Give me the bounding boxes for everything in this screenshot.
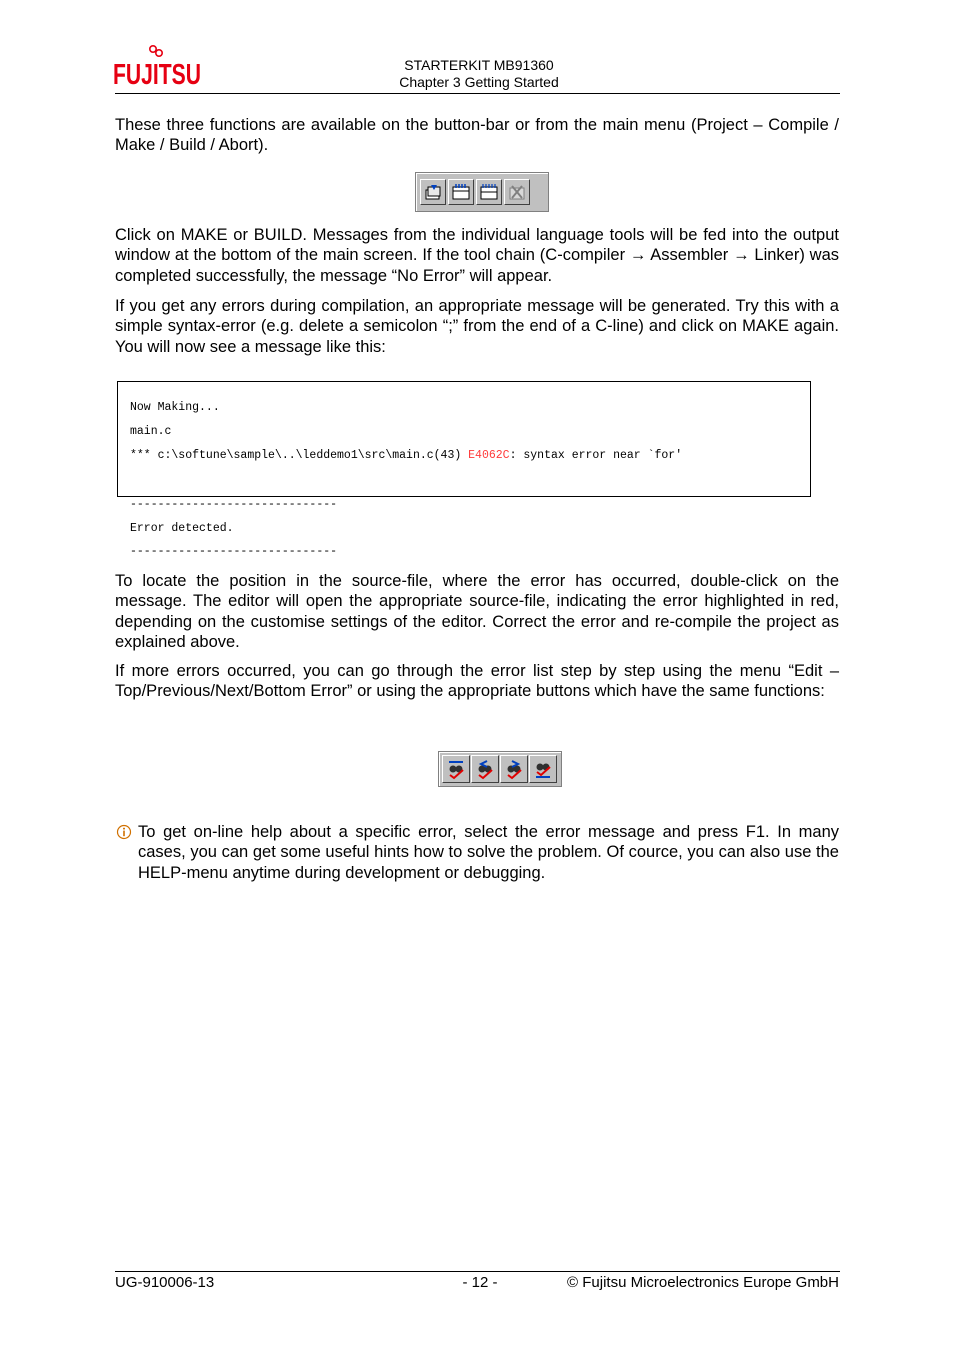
footer-copyright: © Fujitsu Microelectronics Europe GmbH xyxy=(567,1274,839,1291)
paragraph-errors: If you get any errors during compilation, an appropriate message will be generated. Try this with a simple syntax-error (e.g. delete a semicolon “;” from the end of a C-line) and click on MAKE again. You will now see a message like this: xyxy=(115,297,839,356)
make-icon xyxy=(451,182,471,202)
next-error-button[interactable] xyxy=(500,755,528,783)
footer-doc-id: UG-910006-13 xyxy=(115,1274,215,1291)
build-toolbar xyxy=(415,172,549,212)
output-dashes-top: ------------------------------ xyxy=(130,498,338,511)
top-error-icon xyxy=(446,759,466,779)
header-rule xyxy=(115,93,840,94)
compile-icon xyxy=(423,182,443,202)
build-button[interactable] xyxy=(476,179,502,205)
abort-icon xyxy=(507,182,527,202)
abort-button[interactable] xyxy=(504,179,530,205)
next-error-icon xyxy=(504,759,524,779)
bottom-error-icon xyxy=(533,759,553,779)
error-code: E4062C xyxy=(468,449,510,462)
header-title xyxy=(300,57,658,91)
paragraph-functions: These three functions are available on the button-bar or from the main menu (Project – Compile / Make / Build / Abort). xyxy=(115,116,839,155)
fujitsu-logo-mark xyxy=(113,44,203,90)
build-icon xyxy=(479,182,499,202)
output-dashes-bottom: ------------------------------ xyxy=(130,545,338,558)
paragraph-make-build: Click on MAKE or BUILD. Messages from the individual language tools will be fed into the output window at the bottom of the main screen. If the tool chain (C-compiler → Assembler → Linker) was completed successfully, the message “No Error” will appear. xyxy=(115,226,839,285)
header-title-line2: Chapter 3 Getting Started xyxy=(399,74,559,90)
bottom-error-button[interactable] xyxy=(529,755,557,783)
error-navigation-toolbar xyxy=(438,751,562,787)
error-path: *** c:\softune\sample\..\leddemo1\src\main.c(43) xyxy=(130,449,469,462)
top-error-button[interactable] xyxy=(442,755,470,783)
output-line-error[interactable] xyxy=(130,449,682,463)
svg-text:FUJITSU: FUJITSU xyxy=(113,59,201,91)
fujitsu-logo xyxy=(113,44,203,90)
make-button[interactable] xyxy=(448,179,474,205)
output-error-detected: Error detected. xyxy=(130,522,234,535)
paragraph-error-list: If more errors occurred, you can go through the error list step by step using the menu “Edit – Top/Previous/Next/Bottom Error” or using the appropriate buttons which have the same functions: xyxy=(115,662,839,701)
footer-page-number: - 12 - xyxy=(462,1274,498,1291)
output-line-now-making[interactable]: Now Making... xyxy=(130,401,220,414)
previous-error-icon xyxy=(475,759,495,779)
error-message: : syntax error near `for' xyxy=(509,449,683,462)
output-window xyxy=(117,381,811,497)
help-note: To get on-line help about a specific error, select the error message and press F1. In many cases, you can get some useful hints how to solve the problem. Of cource, you can also use the HELP-menu anytime during development or debugging. xyxy=(138,823,839,882)
footer-rule xyxy=(115,1271,840,1272)
compile-button[interactable] xyxy=(420,179,446,205)
header-title-line1: STARTERKIT MB91360 xyxy=(404,57,554,73)
previous-error-button[interactable] xyxy=(471,755,499,783)
info-icon xyxy=(116,824,132,840)
output-line-filename[interactable]: main.c xyxy=(130,425,172,438)
paragraph-locate-error: To locate the position in the source-file, where the error has occurred, double-click on the message. The editor will open the appropriate source-file, indicating the error highlighted in red, depending on the customise settings of the editor. Correct the error and re-compile the project as explained above. xyxy=(115,572,839,651)
